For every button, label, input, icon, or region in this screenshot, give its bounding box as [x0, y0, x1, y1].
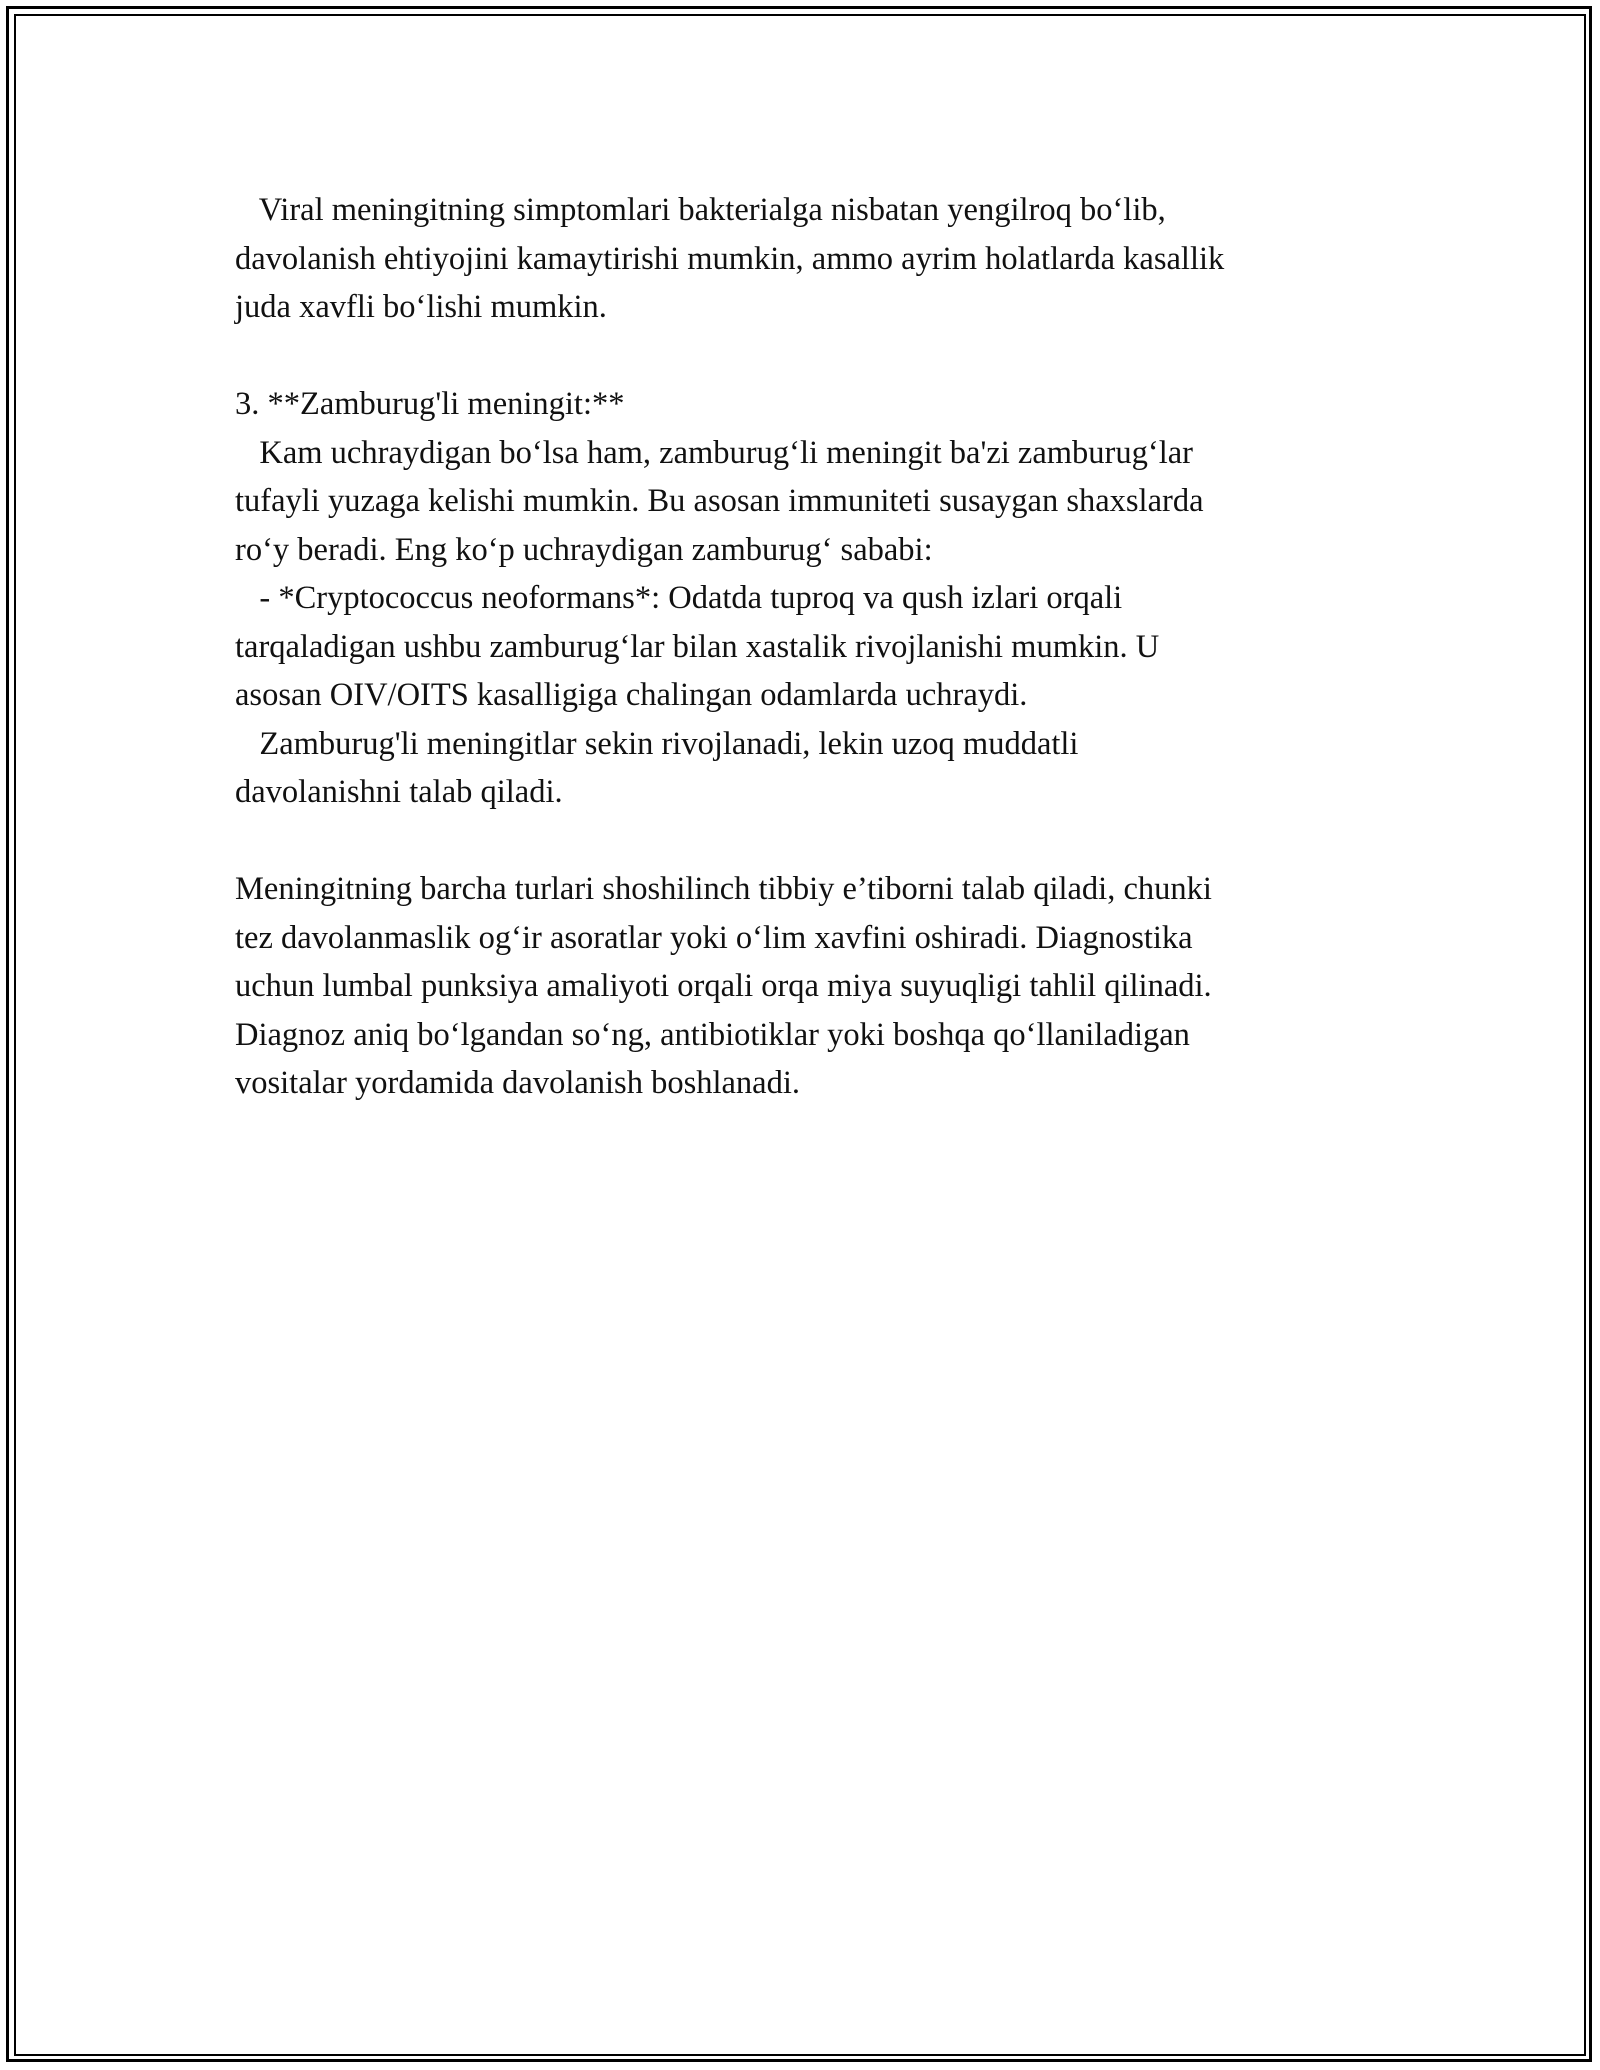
- paragraph-diagnosis-treatment: [235, 865, 1365, 1108]
- text-line: vositalar yordamida davolanish boshlanadi.: [235, 1065, 801, 1101]
- text-line: Viral meningitning simptomlari bakterialga nisbatan yengilroq bo‘lib,: [235, 192, 1166, 228]
- text-line: davolanish ehtiyojini kamaytirishi mumkin, ammo ayrim holatlarda kasallik: [235, 240, 1225, 277]
- text-line: asosan OIV/OITS kasalligiga chalingan odamlarda uchraydi.: [235, 677, 1028, 713]
- text-line: Diagnoz aniq bo‘lgandan so‘ng, antibiotiklar yoki boshqa qo‘llaniladigan: [235, 1016, 1190, 1053]
- document-body: [235, 186, 1365, 1108]
- text-line: - *Cryptococcus neoformans*: Odatda tuproq va qush izlari orqali: [235, 580, 1123, 616]
- text-line: ro‘y beradi. Eng ko‘p uchraydigan zamburug‘ sababi:: [235, 531, 933, 568]
- text-line: tarqaladigan ushbu zamburug‘lar bilan xastalik rivojlanishi mumkin. U: [235, 628, 1160, 665]
- text-line: Kam uchraydigan bo‘lsa ham, zamburug‘li meningit ba'zi zamburug‘lar: [235, 434, 1193, 471]
- section-heading: 3. **Zamburug'li meningit:**: [235, 386, 625, 422]
- text-line: Zamburug'li meningitlar sekin rivojlanadi, lekin uzoq muddatli: [235, 725, 1079, 762]
- text-line: Meningitning barcha turlari shoshilinch tibbiy e’tiborni talab qiladi, chunki: [235, 871, 1212, 907]
- text-line: uchun lumbal punksiya amaliyoti orqali orqa miya suyuqligi tahlil qilinadi.: [235, 968, 1212, 1004]
- paragraph-gap: [235, 332, 1365, 381]
- paragraph-viral-symptoms: [235, 186, 1365, 332]
- section-fungal-meningitis: [235, 380, 1365, 817]
- text-line: davolanishni talab qiladi.: [235, 774, 563, 810]
- text-line: juda xavfli bo‘lishi mumkin.: [235, 289, 607, 325]
- text-line: tez davolanmaslik og‘ir asoratlar yoki o‘lim xavfini oshiradi. Diagnostika: [235, 919, 1193, 956]
- text-line: tufayli yuzaga kelishi mumkin. Bu asosan immuniteti susaygan shaxslarda: [235, 483, 1204, 519]
- paragraph-gap: [235, 817, 1365, 866]
